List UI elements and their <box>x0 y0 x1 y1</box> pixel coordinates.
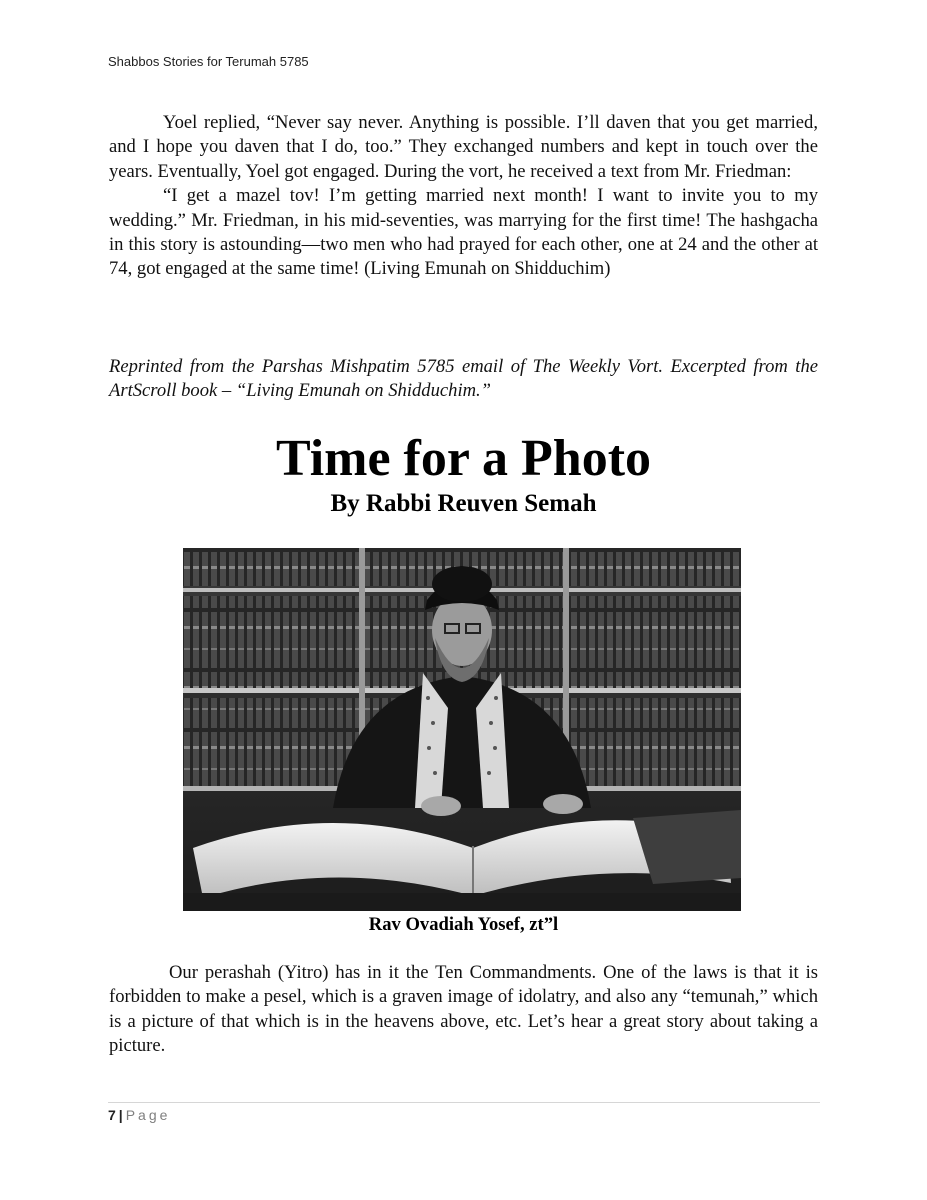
running-header: Shabbos Stories for Terumah 5785 <box>108 54 309 69</box>
photo-illustration <box>183 548 741 911</box>
footer-separator: | <box>118 1107 123 1123</box>
story-paragraph: “I get a mazel tov! I’m getting married next month! I want to invite you to my wedding.” Mr. Friedman, in his mid-seventies, was marrying for the first time! The hashgacha in this story is astounding—two men who had prayed for each other, one at 24 and the other at 74, got engaged at the same time! (Living Emunah on Shidduchim) <box>109 185 818 280</box>
story-continuation <box>109 111 818 282</box>
article-body <box>109 961 818 1059</box>
article-byline: By Rabbi Reuven Semah <box>330 490 597 517</box>
page-number: 7 <box>108 1107 116 1123</box>
article-photo <box>183 548 741 911</box>
footer-divider <box>108 1102 820 1103</box>
page-footer <box>108 1107 170 1123</box>
source-credit <box>109 355 818 404</box>
article-paragraph: Our perashah (Yitro) has in it the Ten Commandments. One of the laws is that it is forbidden to make a pesel, which is a graven image of idolatry, and also any “temunah,” which is a picture of that which is in the heavens above, etc. Let’s hear a great story about taking a picture. <box>109 962 818 1057</box>
page-label: Page <box>125 1107 171 1123</box>
photo-caption: Rav Ovadiah Yosef, zt”l <box>368 914 559 935</box>
source-credit-text: Reprinted from the Parshas Mishpatim 5785 email of The Weekly Vort. Excerpted from the ArtScroll book – “Living Emunah on Shidduchim.” <box>109 356 818 402</box>
story-paragraph: Yoel replied, “Never say never. Anything is possible. I’ll daven that you get married, and I hope you daven that I do, too.” They exchanged numbers and kept in touch over the years. Eventually, Yoel got engaged. During the vort, he received a text from Mr. Friedman: <box>109 112 818 182</box>
article-title: Time for a Photo <box>275 430 652 487</box>
